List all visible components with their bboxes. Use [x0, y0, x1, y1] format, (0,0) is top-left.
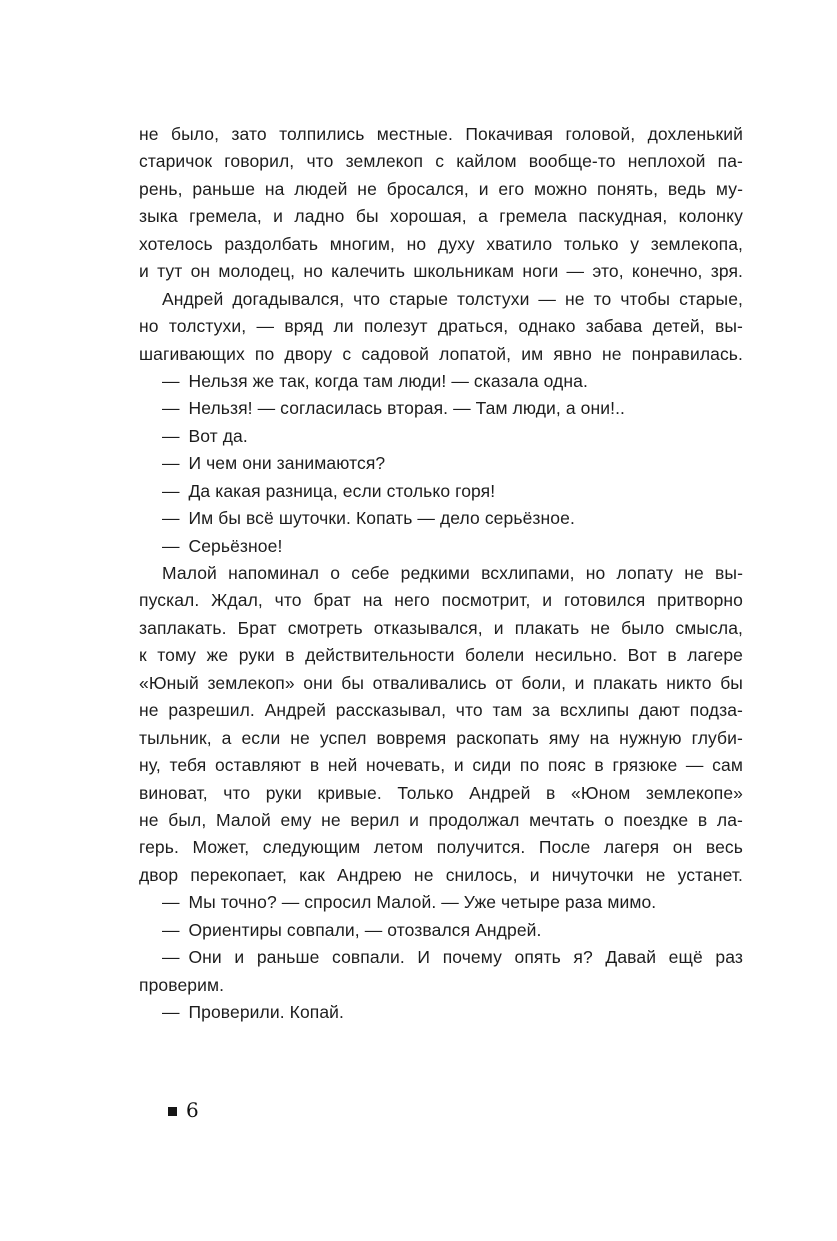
- dialogue-line: — Мы точно? — спросил Малой. — Уже четыре раза мимо.: [162, 892, 657, 913]
- text-line: «Юный землекоп» они бы отваливались от боли, и плакать никто бы: [139, 672, 743, 693]
- text-line: Малой напоминал о себе редкими всхлипами, но лопату не вы-: [162, 563, 743, 583]
- text-line: зыка гремела, и ладно бы хорошая, а гремела паскудная, колонку: [139, 206, 743, 227]
- text-line: и тут он молодец, но калечить школьникам ноги — это, конечно, зря.: [139, 261, 743, 282]
- dialogue-line: — Они и раньше совпали. И почему опять я? Давай ещё раз: [162, 947, 743, 968]
- text-line: но толстухи, — вряд ли полезут драться, однако забава детей, вы-: [139, 316, 743, 337]
- text-line: к тому же руки в действительности болели несильно. Вот в лагере: [139, 645, 743, 666]
- text-line: рень, раньше на людей не бросался, и его можно понять, ведь му-: [139, 178, 743, 199]
- dialogue-line: — Вот да.: [162, 425, 248, 446]
- square-bullet-icon: [168, 1107, 177, 1116]
- text-line: не был, Малой ему не верил и продолжал мечтать о поездке в ла-: [139, 809, 743, 830]
- dialogue-line: проверим.: [139, 974, 225, 995]
- text-line: не разрешил. Андрей рассказывал, что там за всхлипы дают подза-: [139, 700, 743, 721]
- text-line: не было, зато толпились местные. Покачивая головой, дохленький: [139, 124, 743, 144]
- text-line: хотелось раздолбать многим, но духу хватило только у землекопа,: [139, 233, 743, 254]
- dialogue-line: — Нельзя же так, когда там люди! — сказала одна.: [162, 370, 588, 391]
- dialogue-line: — Нельзя! — согласилась вторая. — Там люди, а они!..: [162, 398, 626, 419]
- dialogue-line: — Да какая разница, если столько горя!: [162, 480, 496, 501]
- dialogue-line: — Им бы всё шуточки. Копать — дело серьёзное.: [162, 508, 575, 529]
- text-line: Андрей догадывался, что старые толстухи — не то чтобы старые,: [162, 288, 743, 309]
- dialogue-line: — Проверили. Копай.: [162, 1002, 345, 1022]
- text-line: пускал. Ждал, что брат на него посмотрит, и готовился притворно: [139, 590, 743, 611]
- text-line: двор перекопает, как Андрею не снилось, и ничуточки не устанет.: [139, 864, 743, 885]
- page-number: 6: [186, 1098, 199, 1122]
- text-line: шагивающих по двору с садовой лопатой, им явно не понравилась.: [139, 343, 743, 364]
- text-line: ну, тебя оставляют в ней ночевать, и сиди по пояс в грязюке — сам: [139, 755, 743, 776]
- page-footer: [168, 1098, 199, 1122]
- dialogue-line: — Серьёзное!: [162, 535, 283, 556]
- text-line: герь. Может, следующим летом получится. После лагеря он весь: [139, 837, 743, 858]
- dialogue-line: — Ориентиры совпали, — отозвался Андрей.: [162, 919, 542, 940]
- page-text: [139, 121, 743, 1026]
- text-line: виноват, что руки кривые. Только Андрей в «Юном землекопе»: [139, 782, 743, 803]
- text-line: тыльник, а если не успел вовремя раскопать яму на нужную глуби-: [139, 727, 743, 748]
- text-line: заплакать. Брат смотреть отказывался, и плакать не было смысла,: [139, 617, 743, 638]
- text-line: старичок говорил, что землекоп с кайлом вообще-то неплохой па-: [139, 151, 743, 172]
- dialogue-line: — И чем они занимаются?: [162, 453, 386, 474]
